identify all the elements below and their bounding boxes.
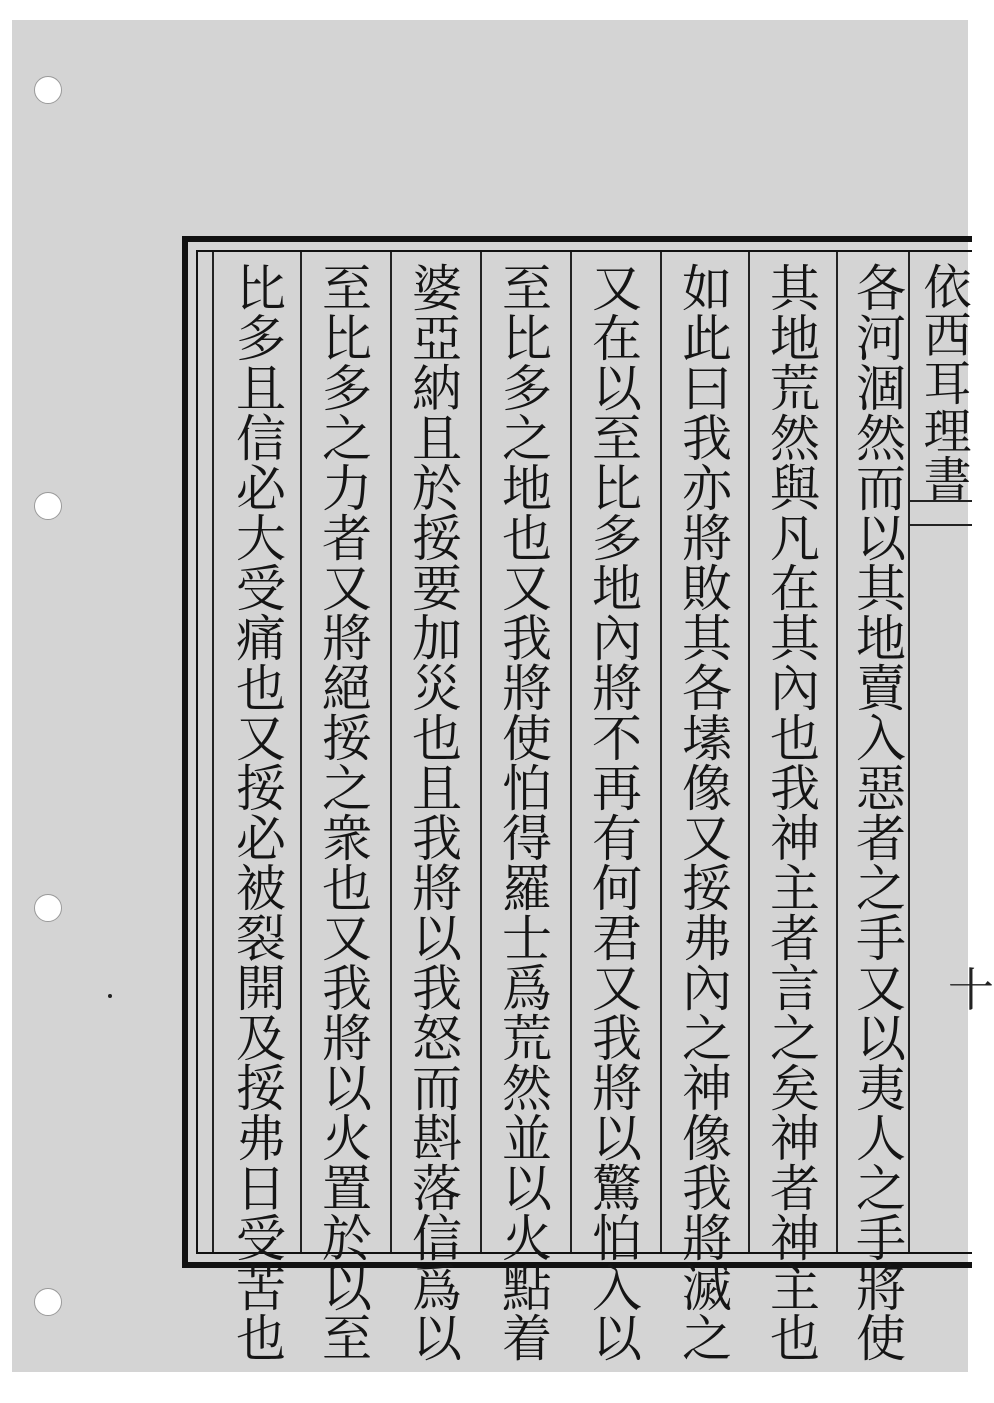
- stray-ink-dot: [108, 994, 112, 998]
- title-divider: [910, 500, 972, 526]
- punch-hole-top: [34, 76, 62, 104]
- text-column-1: 各河涸然而以其地賣入惡者之手又以夷人之手將使: [848, 262, 906, 1362]
- punch-hole-upper-middle: [34, 492, 62, 520]
- header-title: 依西耳理書: [915, 262, 971, 502]
- column-rule: [660, 252, 662, 1252]
- edge-fragment-glyph: 十: [948, 963, 994, 1017]
- text-column-4: 又在以至比多地內將不再有何君又我將以驚怕入以: [584, 262, 642, 1362]
- column-rule: [748, 252, 750, 1252]
- text-column-5: 至比多之地也又我將使怕得羅士爲荒然並以火點着: [494, 262, 552, 1362]
- column-rule: [570, 252, 572, 1252]
- column-rule: [300, 252, 302, 1252]
- column-rule: [390, 252, 392, 1252]
- column-rule: [480, 252, 482, 1252]
- column-rule: [836, 252, 838, 1252]
- column-rule: [908, 252, 910, 1252]
- text-column-6: 婆亞納且於挼要加災也且我將以我怒而斟落信爲以: [404, 262, 462, 1362]
- text-column-8: 比多且信必大受痛也又挼必被裂開及挼弗日受苦也: [228, 262, 286, 1362]
- text-column-7: 至比多之力者又將絕挼之衆也又我將以火置於以至: [314, 262, 372, 1362]
- punch-hole-lower-middle: [34, 894, 62, 922]
- column-rule: [212, 252, 214, 1252]
- text-column-2: 其地荒然與凡在其內也我神主者言之矣神者神主也: [762, 262, 820, 1362]
- text-column-3: 如此曰我亦將敗其各塐像又挼弗內之神像我將滅之: [674, 262, 732, 1362]
- punch-hole-bottom: [34, 1288, 62, 1316]
